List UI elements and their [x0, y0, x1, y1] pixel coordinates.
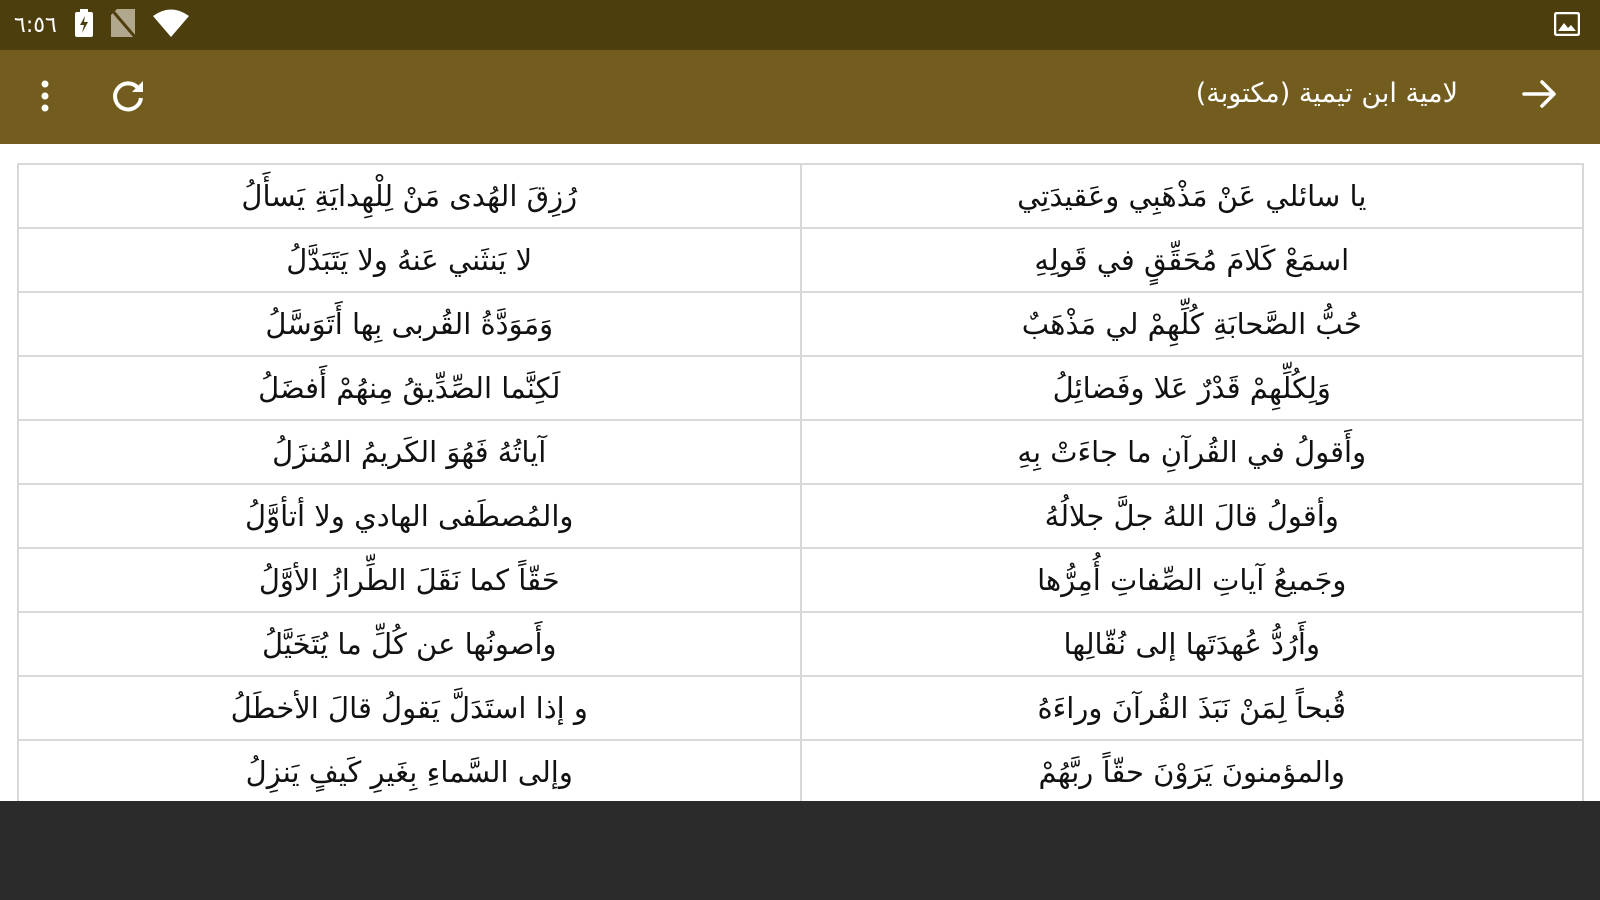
status-bar [0, 0, 1600, 50]
verse-second-hemistich: حَقّاً كما نَقَلَ الطِّرازُ الأوَّلُ [18, 548, 801, 612]
poem-row [18, 484, 1583, 548]
poem-row [18, 740, 1583, 801]
image-notification-icon [1554, 12, 1580, 40]
refresh-button[interactable] [106, 76, 150, 120]
verse-second-hemistich: لَكِنَّما الصِّدِّيقُ مِنهُمْ أَفضَلُ [18, 356, 801, 420]
no-sim-icon [111, 9, 135, 41]
status-time: ٦:٥٦ [14, 12, 57, 38]
verse-first-hemistich: حُبُّ الصَّحابَةِ كُلِّهِمْ لي مَذْهَبٌ [801, 292, 1584, 356]
poem-row [18, 292, 1583, 356]
poem-content[interactable] [0, 144, 1600, 801]
poem-row [18, 420, 1583, 484]
arrow-right-icon [1522, 78, 1558, 114]
refresh-icon [110, 78, 146, 118]
verse-second-hemistich: والمُصطَفى الهادي ولا أتأوَّلُ [18, 484, 801, 548]
verse-first-hemistich: والمؤمنونَ يَرَوْنَ حقّاً ربَّهُمْ [801, 740, 1584, 801]
overflow-menu-button[interactable] [30, 76, 60, 120]
battery-icon [75, 9, 93, 41]
verse-second-hemistich: و إذا استَدَلَّ يَقولُ قالَ الأخطَلُ [18, 676, 801, 740]
verse-first-hemistich: يا سائلي عَنْ مَذْهَبِي وعَقيدَتِي [801, 164, 1584, 228]
wifi-icon [153, 9, 189, 41]
poem-row [18, 548, 1583, 612]
verse-second-hemistich: وأَصونُها عن كُلِّ ما يُتَخَيَّلُ [18, 612, 801, 676]
verse-second-hemistich: وَمَوَدَّةُ القُربى بِها أَتَوَسَّلُ [18, 292, 801, 356]
poem-row [18, 228, 1583, 292]
status-icons-left [14, 8, 189, 42]
verse-second-hemistich: لا يَنثَني عَنهُ ولا يَتَبَدَّلُ [18, 228, 801, 292]
verse-first-hemistich: وَلِكُلِّهِمْ قَدْرٌ عَلا وفَضائِلُ [801, 356, 1584, 420]
back-button[interactable] [1520, 76, 1560, 116]
verse-first-hemistich: وجَميعُ آياتِ الصِّفاتِ أُمِرُّها [801, 548, 1584, 612]
verse-second-hemistich: رُزِقَ الهُدى مَنْ لِلْهِدايَةِ يَسأَلُ [18, 164, 801, 228]
verse-first-hemistich: قُبحاً لِمَنْ نَبَذَ القُرآنَ وراءَهُ [801, 676, 1584, 740]
verse-second-hemistich: آياتُهُ فَهُوَ الكَريمُ المُنزَلُ [18, 420, 801, 484]
poem-row [18, 164, 1583, 228]
verse-first-hemistich: اسمَعْ كَلامَ مُحَقِّقٍ في قَولِهِ [801, 228, 1584, 292]
poem-row [18, 356, 1583, 420]
poem-row [18, 676, 1583, 740]
page-title: لامية ابن تيمية (مكتوبة) [1195, 78, 1458, 109]
poem-table [17, 163, 1584, 801]
app-bar [0, 50, 1600, 144]
poem-row [18, 612, 1583, 676]
verse-first-hemistich: وأَرُدُّ عُهدَتَها إلى نُقّالِها [801, 612, 1584, 676]
navigation-bar [0, 801, 1600, 900]
verse-first-hemistich: وأَقولُ في القُرآنِ ما جاءَتْ بِهِ [801, 420, 1584, 484]
more-vert-icon [40, 79, 50, 117]
verse-first-hemistich: وأقولُ قالَ اللهُ جلَّ جلالُهُ [801, 484, 1584, 548]
verse-second-hemistich: وإلى السَّماءِ بِغَيرِ كَيفٍ يَنزِلُ [18, 740, 801, 801]
